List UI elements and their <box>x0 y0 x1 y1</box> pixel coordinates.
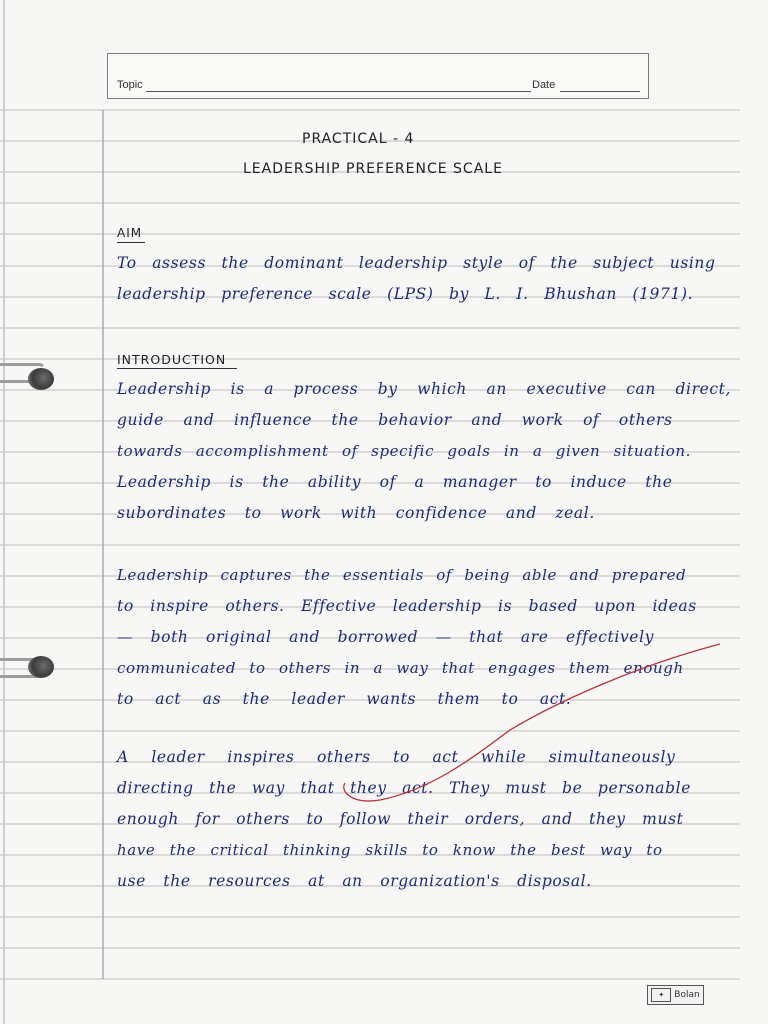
intro-p2-line-2: to inspire others. Effective leadership is based upon ideas <box>117 597 697 615</box>
intro-p2-line-4: communicated to others in a way that engages them enough <box>117 659 684 677</box>
topic-line <box>146 91 531 92</box>
punch-hole <box>28 656 54 678</box>
brand-name: Bolan <box>674 990 700 1000</box>
date-label: Date <box>532 79 556 91</box>
intro-p1-line-3: towards accomplishment of specific goals in a given situation. <box>117 442 691 460</box>
intro-p3-line-1: A leader inspires others to act while simultaneously <box>117 748 676 766</box>
aim-line-2: leadership preference scale (LPS) by L. I. Bhushan (1971). <box>117 285 694 303</box>
aim-heading: AIM <box>117 226 143 240</box>
intro-p2-line-3: — both original and borrowed — that are effectively <box>117 628 654 646</box>
page-subtitle: LEADERSHIP PREFERENCE SCALE <box>243 161 503 177</box>
intro-p3-line-3: enough for others to follow their orders, and they must <box>117 810 684 828</box>
page-title: PRACTICAL - 4 <box>302 131 415 147</box>
date-line <box>560 91 640 92</box>
brand-stamp <box>647 985 704 1005</box>
intro-p1-line-4: Leadership is the ability of a manager to induce the <box>117 473 673 491</box>
aim-heading-underline <box>117 242 145 243</box>
intro-p2-line-5: to act as the leader wants them to act. <box>117 690 572 708</box>
intro-p3-line-4: have the critical thinking skills to know the best way to <box>117 841 663 859</box>
logo-icon: ✦ <box>651 988 671 1002</box>
introduction-heading: INTRODUCTION <box>117 352 227 367</box>
intro-p3-line-2: directing the way that they act. They must be personable <box>117 779 692 797</box>
topic-date-box <box>107 53 649 99</box>
intro-p1-line-2: guide and influence the behavior and work of others <box>117 411 673 429</box>
intro-p2-line-1: Leadership captures the essentials of being able and prepared <box>117 566 687 584</box>
intro-p3-line-5: use the resources at an organization's disposal. <box>117 872 592 890</box>
introduction-heading-underline <box>117 368 237 369</box>
topic-label: Topic <box>117 79 143 91</box>
intro-p1-line-5: subordinates to work with confidence and zeal. <box>117 504 595 522</box>
aim-line-1: To assess the dominant leadership style of the subject using <box>117 254 716 272</box>
intro-p1-line-1: Leadership is a process by which an executive can direct, <box>117 380 731 398</box>
punch-hole <box>28 368 54 390</box>
